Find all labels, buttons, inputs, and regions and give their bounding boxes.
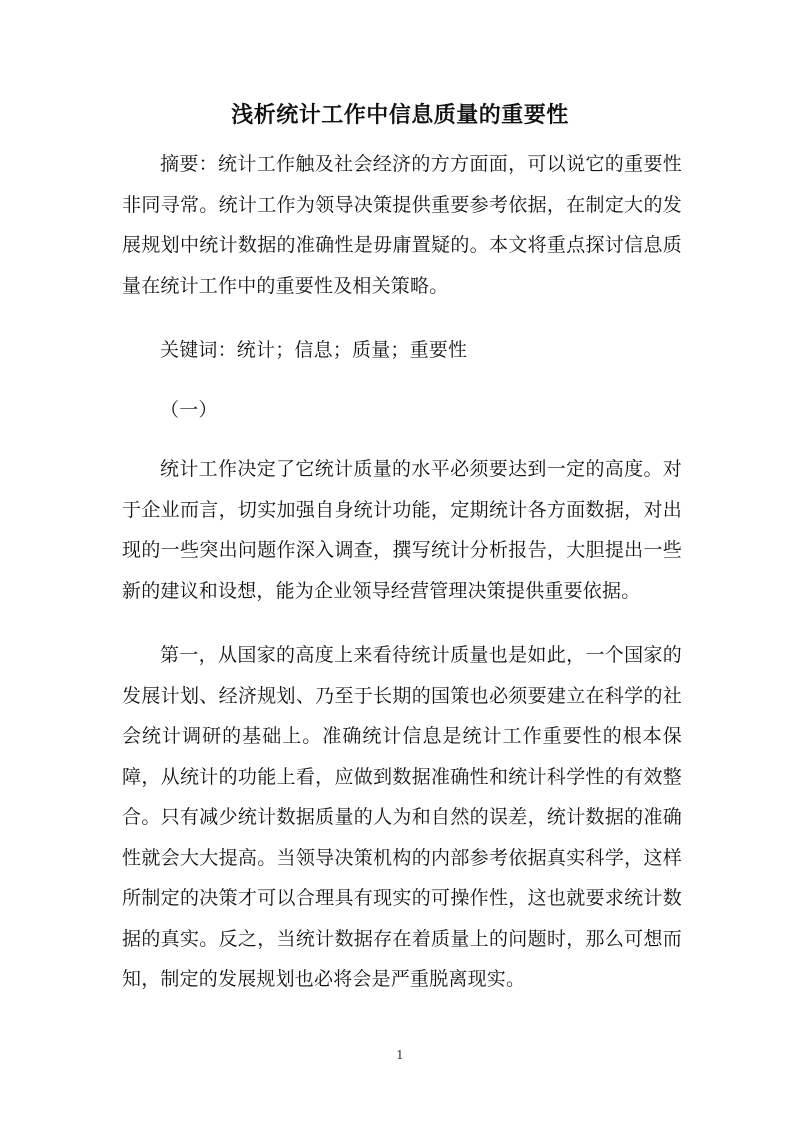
body-paragraph-2: 第一，从国家的高度上来看待统计质量也是如此，一个国家的发展计划、经济规划、乃至于长期的国策也必须要建立在科学的社会统计调研的基础上。准确统计信息是统计工作重要性的根本保障，从统计的功能上看，应做到数据准确性和统计科学性的有效整合。只有减少统计数据质量的人为和自然的误差，统计数据的准确性就会大大提高。当领导决策机构的内部参考依据真实科学，这样所制定的决策才可以合理具有现实的可操作性，这也就要求统计数据的真实。反之，当统计数据存在着质量上的问题时，那么可想而知，制定的发展规划也必将会是严重脱离现实。 [122, 644, 682, 990]
body-paragraph-1: 统计工作决定了它统计质量的水平必须要达到一定的高度。对于企业而言，切实加强自身统计功能，定期统计各方面数据，对出现的一些突出问题作深入调查，撰写统计分析报告，大胆提出一些新的建议和设想，能为企业领导经营管理决策提供重要依据。 [122, 458, 682, 602]
page-number: 1 [396, 1048, 404, 1062]
section-heading: （一） [160, 399, 218, 421]
abstract-paragraph: 摘要：统计工作触及社会经济的方方面面，可以说它的重要性非同寻常。统计工作为领导决策提供重要参考依据，在制定大的发展规划中统计数据的准确性是毋庸置疑的。本文将重点探讨信息质量在统计工作中的重要性及相关策略。 [122, 153, 682, 297]
keywords-line: 关键词：统计；信息；质量；重要性 [160, 339, 468, 361]
document-title: 浅析统计工作中信息质量的重要性 [231, 103, 569, 128]
